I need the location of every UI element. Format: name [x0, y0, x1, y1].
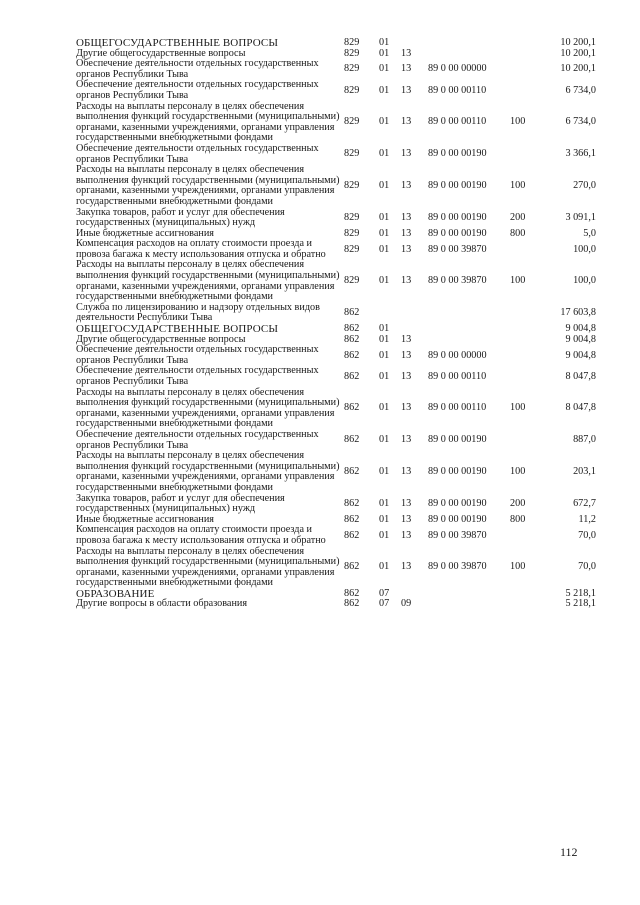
- row-target-article: 89 0 00 39870: [428, 529, 487, 541]
- row-ved-code: 829: [344, 275, 360, 287]
- row-amount: 10 200,1: [560, 47, 596, 59]
- row-section-code: 01: [379, 227, 390, 239]
- row-name: Обеспечение деятельности отдельных государственных органов Республики Тыва: [76, 58, 319, 80]
- row-amount: 3 091,1: [565, 211, 596, 223]
- row-ved-code: 862: [344, 307, 360, 319]
- row-subsection-code: 13: [401, 402, 412, 414]
- table-row: [76, 599, 596, 610]
- row-expense-type: 100: [510, 275, 526, 287]
- row-amount: 10 200,1: [560, 37, 596, 48]
- row-expense-type: [510, 430, 546, 451]
- row-ved-code: 862: [344, 497, 360, 509]
- row-amount: 5,0: [583, 227, 596, 239]
- row-target-article: 89 0 00 00190: [428, 148, 487, 160]
- table-row: [76, 388, 596, 430]
- row-section-code: 01: [379, 561, 390, 573]
- row-expense-type: [510, 38, 546, 49]
- page-number: 112: [560, 845, 578, 859]
- row-target-article: [428, 49, 510, 60]
- row-subsection-code: 13: [401, 63, 412, 75]
- row-expense-type: 100: [510, 402, 526, 414]
- row-amount: 70,0: [578, 561, 596, 573]
- table-row: [76, 165, 596, 207]
- row-amount: 100,0: [573, 243, 596, 255]
- row-section-code: 01: [379, 180, 390, 192]
- row-amount: 6 734,0: [565, 84, 596, 96]
- row-name: Обеспечение деятельности отдельных государственных органов Республики Тыва: [76, 428, 319, 451]
- table-row: [76, 547, 596, 589]
- row-ved-code: 829: [344, 148, 360, 160]
- row-section-code: 07: [379, 587, 390, 599]
- row-section-code: 01: [379, 333, 390, 345]
- row-amount: 8 047,8: [565, 402, 596, 414]
- row-expense-type: [510, 525, 546, 546]
- row-amount: 8 047,8: [565, 370, 596, 382]
- row-amount: 203,1: [573, 466, 596, 478]
- row-expense-type: 100: [510, 180, 526, 192]
- row-section-code: 01: [379, 243, 390, 255]
- row-ved-code: 862: [344, 349, 360, 361]
- table-row: [76, 430, 596, 451]
- row-subsection-code: 13: [401, 211, 412, 223]
- row-name: Иные бюджетные ассигнования: [76, 227, 214, 239]
- row-subsection-code: 13: [401, 333, 412, 345]
- row-subsection-code: 13: [401, 243, 412, 255]
- row-subsection-code: 13: [401, 47, 412, 59]
- row-section-code: 01: [379, 275, 390, 287]
- row-section-code: 01: [379, 402, 390, 414]
- row-subsection-code: 13: [401, 497, 412, 509]
- row-amount: 10 200,1: [560, 63, 596, 75]
- row-name: Расходы на выплаты персоналу в целях обеспечения выполнения функций государственными (муниципальными) органами, казенными учреждениями, органами управления государственными внебюджетными фондами: [76, 259, 340, 303]
- row-ved-code: 862: [344, 402, 360, 414]
- row-target-article: 89 0 00 00110: [428, 116, 487, 128]
- row-ved-code: 862: [344, 333, 360, 345]
- row-name: Расходы на выплаты персоналу в целях обеспечения выполнения функций государственными (муниципальными) органами, казенными учреждениями, органами управления государственными внебюджетными фондами: [76, 164, 340, 207]
- row-target-article: 89 0 00 00190: [428, 497, 487, 509]
- row-name: Другие вопросы в области образования: [76, 598, 248, 610]
- row-expense-type: 800: [510, 227, 526, 239]
- row-target-article: [428, 38, 510, 49]
- row-ved-code: 862: [344, 466, 360, 478]
- row-name: ОБЩЕГОСУДАРСТВЕННЫЕ ВОПРОСЫ: [76, 37, 279, 49]
- row-section-code: 01: [379, 349, 390, 361]
- row-ved-code: 829: [344, 211, 360, 223]
- row-expense-type: [510, 589, 546, 600]
- row-ved-code: 862: [344, 561, 360, 573]
- row-name: Служба по лицензированию и надзору отдельных видов деятельности Республики Тыва: [76, 301, 320, 324]
- row-amount: 9 004,8: [565, 333, 596, 345]
- row-subsection-code: 13: [401, 466, 412, 478]
- table-row: [76, 303, 596, 324]
- row-subsection-code: 13: [401, 349, 412, 361]
- row-ved-code: 862: [344, 529, 360, 541]
- row-name: Другие общегосударственные вопросы: [76, 47, 246, 59]
- table-row: [76, 80, 596, 101]
- row-target-article: 89 0 00 00190: [428, 180, 487, 192]
- row-ved-code: 829: [344, 37, 360, 48]
- table-row: [76, 525, 596, 546]
- row-amount: 70,0: [578, 529, 596, 541]
- row-target-article: [428, 589, 510, 600]
- row-target-article: 89 0 00 00190: [428, 211, 487, 223]
- row-target-article: [428, 303, 510, 324]
- row-subsection-code: 13: [401, 116, 412, 128]
- row-ved-code: 829: [344, 116, 360, 128]
- row-ved-code: 829: [344, 63, 360, 75]
- row-expense-type: [510, 80, 546, 101]
- row-expense-type: [510, 366, 546, 387]
- row-amount: 5 218,1: [565, 598, 596, 610]
- row-expense-type: 100: [510, 116, 526, 128]
- row-name: Расходы на выплаты персоналу в целях обеспечения выполнения функций государственными (муниципальными) органами, казенными учреждениями, органами управления государственными внебюджетными фондами: [76, 545, 340, 589]
- row-name: ОБРАЗОВАНИЕ: [76, 587, 155, 600]
- row-subsection-code: 13: [401, 513, 412, 525]
- row-target-article: [428, 599, 510, 610]
- row-name: Другие общегосударственные вопросы: [76, 333, 246, 345]
- table-row: [76, 59, 596, 80]
- row-amount: 887,0: [573, 434, 596, 446]
- row-expense-type: [510, 599, 546, 610]
- row-section-code: 01: [379, 37, 390, 48]
- row-name: Расходы на выплаты персоналу в целях обеспечения выполнения функций государственными (муниципальными) органами, казенными учреждениями, органами управления государственными внебюджетными фондами: [76, 450, 340, 493]
- row-ved-code: 862: [344, 370, 360, 382]
- row-ved-code: 829: [344, 243, 360, 255]
- row-subsection-code: 13: [401, 227, 412, 239]
- row-name: Иные бюджетные ассигнования: [76, 513, 214, 525]
- row-expense-type: 200: [510, 211, 526, 223]
- row-subsection-code: 13: [401, 561, 412, 573]
- row-name: Закупка товаров, работ и услуг для обеспечения государственных (муниципальных) нужд: [76, 492, 285, 515]
- row-target-article: [428, 324, 510, 335]
- row-ved-code: 829: [344, 47, 360, 59]
- row-target-article: 89 0 00 39870: [428, 561, 487, 573]
- row-subsection-code: 13: [401, 434, 412, 446]
- row-ved-code: 862: [344, 587, 360, 599]
- row-ved-code: 862: [344, 323, 360, 335]
- row-section-code: 01: [379, 434, 390, 446]
- row-expense-type: 100: [510, 561, 526, 573]
- row-expense-type: [510, 59, 546, 80]
- table-row: [76, 239, 596, 260]
- row-name: Обеспечение деятельности отдельных государственных органов Республики Тыва: [76, 79, 319, 101]
- row-ved-code: 862: [344, 434, 360, 446]
- row-section-code: 01: [379, 63, 390, 75]
- row-ved-code: 829: [344, 84, 360, 96]
- row-target-article: 89 0 00 39870: [428, 275, 487, 287]
- row-ved-code: 829: [344, 227, 360, 239]
- budget-table: [76, 38, 596, 610]
- row-section-code: 01: [379, 47, 390, 59]
- row-subsection-code: [401, 38, 428, 49]
- row-amount: 270,0: [573, 180, 596, 192]
- row-section-code: 01: [379, 148, 390, 160]
- row-subsection-code: 13: [401, 370, 412, 382]
- row-subsection-code: [401, 303, 428, 324]
- row-section-code: 01: [379, 513, 390, 525]
- row-subsection-code: 13: [401, 148, 412, 160]
- row-amount: 11,2: [578, 513, 596, 525]
- row-amount: 6 734,0: [565, 116, 596, 128]
- row-target-article: 89 0 00 00000: [428, 349, 487, 361]
- row-section-code: 01: [379, 466, 390, 478]
- row-target-article: 89 0 00 00190: [428, 227, 487, 239]
- row-target-article: 89 0 00 00110: [428, 84, 487, 96]
- row-subsection-code: 13: [401, 180, 412, 192]
- row-amount: 3 366,1: [565, 148, 596, 160]
- row-expense-type: 800: [510, 513, 526, 525]
- table-row: [76, 208, 596, 229]
- row-amount: 5 218,1: [565, 587, 596, 599]
- row-ved-code: 862: [344, 598, 360, 610]
- row-amount: 100,0: [573, 275, 596, 287]
- row-amount: 9 004,8: [565, 349, 596, 361]
- row-ved-code: 829: [344, 180, 360, 192]
- budget-table-body: [76, 38, 596, 610]
- row-name: Расходы на выплаты персоналу в целях обеспечения выполнения функций государственными (муниципальными) органами, казенными учреждениями, органами управления государственными внебюджетными фондами: [76, 100, 340, 144]
- table-row: [76, 102, 596, 144]
- row-name: Компенсация расходов на оплату стоимости проезда и провоза багажа к месту использования отпуска и обратно: [76, 238, 326, 260]
- row-expense-type: [510, 345, 546, 366]
- table-row: [76, 366, 596, 387]
- row-name: Обеспечение деятельности отдельных государственных органов Республики Тыва: [76, 365, 319, 387]
- row-subsection-code: 13: [401, 529, 412, 541]
- table-row: [76, 345, 596, 366]
- row-ved-code: 862: [344, 513, 360, 525]
- row-amount: 672,7: [573, 497, 596, 509]
- row-name: Закупка товаров, работ и услуг для обеспечения государственных (муниципальных) нужд: [76, 206, 285, 229]
- row-section-code: 01: [379, 529, 390, 541]
- row-target-article: 89 0 00 39870: [428, 243, 487, 255]
- row-target-article: 89 0 00 00190: [428, 434, 487, 446]
- row-target-article: 89 0 00 00110: [428, 402, 487, 414]
- row-target-article: 89 0 00 00110: [428, 370, 487, 382]
- row-expense-type: [510, 144, 546, 165]
- table-row: [76, 144, 596, 165]
- row-amount: 17 603,8: [560, 307, 596, 319]
- row-section-code: 01: [379, 323, 390, 335]
- row-name: Компенсация расходов на оплату стоимости проезда и провоза багажа к месту использования отпуска и обратно: [76, 524, 326, 546]
- row-name: Обеспечение деятельности отдельных государственных органов Республики Тыва: [76, 344, 319, 366]
- row-section-code: 01: [379, 116, 390, 128]
- row-expense-type: [510, 335, 546, 346]
- row-expense-type: [510, 49, 546, 60]
- table-row: [76, 260, 596, 302]
- row-expense-type: 200: [510, 497, 526, 509]
- row-section-code: 01: [379, 370, 390, 382]
- row-expense-type: [510, 324, 546, 335]
- table-row: [76, 494, 596, 515]
- row-subsection-code: 09: [401, 598, 412, 610]
- row-target-article: 89 0 00 00190: [428, 513, 487, 525]
- row-target-article: 89 0 00 00000: [428, 63, 487, 75]
- table-row: [76, 38, 596, 49]
- row-expense-type: [510, 239, 546, 260]
- row-expense-type: 100: [510, 466, 526, 478]
- row-amount: 9 004,8: [565, 323, 596, 335]
- row-name: Обеспечение деятельности отдельных государственных органов Республики Тыва: [76, 142, 319, 165]
- row-name: Расходы на выплаты персоналу в целях обеспечения выполнения функций государственными (муниципальными) органами, казенными учреждениями, органами управления государственными внебюджетными фондами: [76, 386, 340, 430]
- row-section-code: 01: [379, 84, 390, 96]
- row-expense-type: [510, 303, 546, 324]
- row-target-article: [428, 335, 510, 346]
- row-target-article: 89 0 00 00190: [428, 466, 487, 478]
- row-section-code: [379, 303, 401, 324]
- row-section-code: 07: [379, 598, 390, 610]
- row-section-code: 01: [379, 211, 390, 223]
- table-row: [76, 451, 596, 493]
- row-subsection-code: 13: [401, 84, 412, 96]
- row-subsection-code: 13: [401, 275, 412, 287]
- row-section-code: 01: [379, 497, 390, 509]
- row-name: ОБЩЕГОСУДАРСТВЕННЫЕ ВОПРОСЫ: [76, 323, 279, 336]
